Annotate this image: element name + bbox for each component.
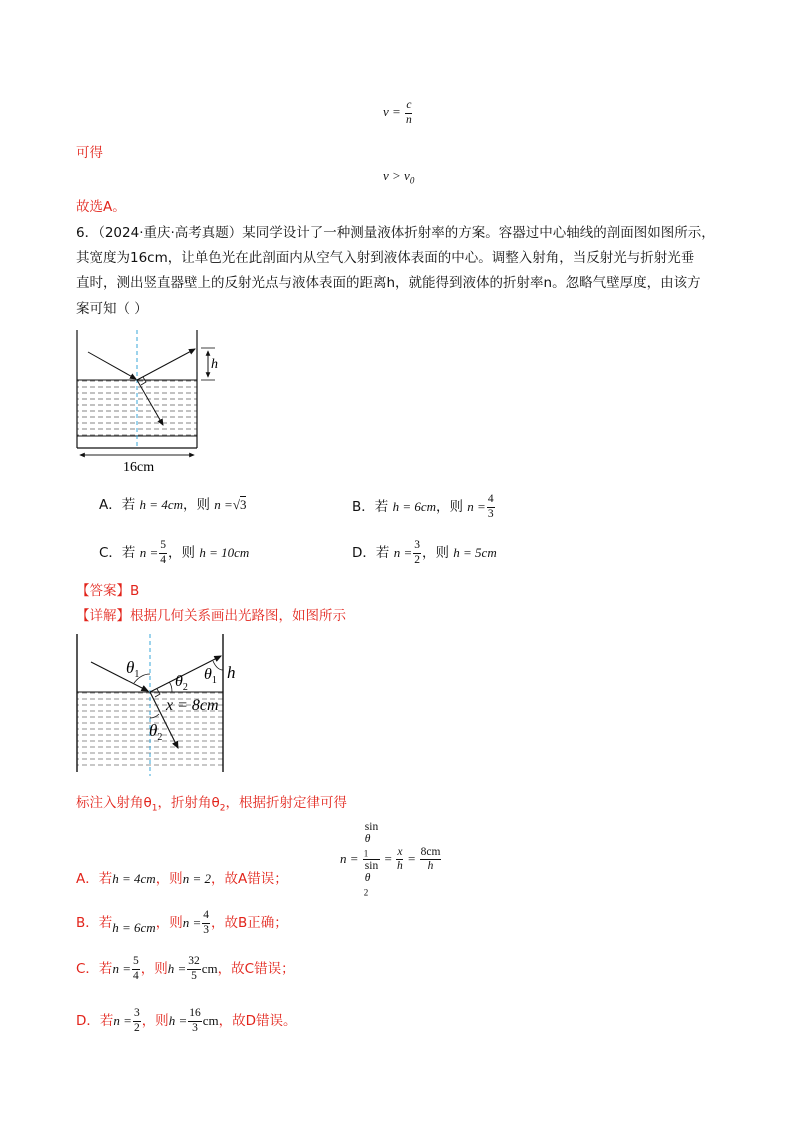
solution-a-res: n = 2 xyxy=(182,871,211,886)
x-label: x = 8cm xyxy=(166,697,219,714)
option-d-num: 3 xyxy=(413,540,421,554)
formula-lhs: v = xyxy=(383,103,401,119)
formula-v-gt-v0 xyxy=(383,168,414,186)
detail-line xyxy=(76,605,346,627)
formula-n-lhs: n = xyxy=(340,850,359,866)
formula-h: h xyxy=(397,860,403,873)
option-d-res: h = 5cm xyxy=(453,545,497,560)
solution-b-cond: h = 6cm xyxy=(112,920,156,935)
h-label: h xyxy=(227,663,236,682)
option-d-mid: ，则 xyxy=(421,545,449,561)
option-d-den: 2 xyxy=(414,553,420,566)
label-text-3: ，根据折射定律可得 xyxy=(225,795,347,811)
question-text-1: （2024·重庆·高考真题）某同学设计了一种测量液体折射率的方案。容器过中心轴线的剖面图如图所示， xyxy=(98,225,715,241)
figure-container-diagram xyxy=(66,330,236,475)
option-b-res-lhs: n = xyxy=(467,499,486,514)
incident-ray xyxy=(88,352,136,379)
question-line-2: 其宽度为16cm，让单色光在此剖面内从空气入射到液体表面的中心。调整入射角，当反射光与折射光垂 xyxy=(76,250,695,266)
solution-a-cond: h = 4cm xyxy=(112,871,156,886)
label-sub-2: 2 xyxy=(219,803,226,814)
formula-h2: h xyxy=(427,860,434,873)
answer-line xyxy=(76,580,139,602)
option-a-root: 3 xyxy=(239,497,247,512)
theta2-label-bottom: $\theta_2$ xyxy=(149,721,163,743)
formula-sub: 0 xyxy=(409,175,415,186)
solution-a: A．若h = 4cm，则n = 2，故A错误； xyxy=(76,871,288,887)
incident-ray xyxy=(91,662,148,691)
answer-value: B xyxy=(130,583,140,599)
option-c-res: h = 10cm xyxy=(199,545,250,560)
option-a-mid: ，则 xyxy=(182,497,210,513)
label-text-2: ，折射角θ xyxy=(157,795,220,811)
option-a[interactable]: A．若 h = 4cm，则 n =√3 xyxy=(99,497,247,513)
solution-c: C．若n = $\frac{5}{4}$ ，则h = $\frac{32}{5}$ cm，故C错误； xyxy=(76,955,295,982)
formula-v-c-over-n xyxy=(383,100,414,126)
option-c-prefix: C．若 xyxy=(99,545,136,561)
option-b-prefix: B．若 xyxy=(352,499,389,515)
question-number: 6． xyxy=(76,225,99,241)
theta1-label-left: $\theta_1$ xyxy=(126,658,140,680)
option-c[interactable] xyxy=(99,540,249,566)
option-b-cond: h = 6cm xyxy=(392,499,436,514)
option-d-cond-lhs: n = xyxy=(393,545,413,560)
option-a-res-lhs: n = xyxy=(214,497,233,512)
question-line-4: 案可知（ ） xyxy=(76,301,148,317)
solution-b: B．若h = 6cm，则n = $\frac{4}{3}$ ，故B正确； xyxy=(76,909,288,936)
h-label: h xyxy=(211,357,218,372)
formula-8cm: 8cm xyxy=(420,847,442,861)
theta2-arc-top xyxy=(169,682,172,692)
question-line-1 xyxy=(76,222,715,244)
detail-tag: 【详解】 xyxy=(76,608,130,624)
option-c-mid: ，则 xyxy=(168,545,196,561)
theta1-arc-right xyxy=(213,661,223,670)
choose-a-text: 故选A。 xyxy=(76,199,126,215)
reflected-ray xyxy=(137,349,195,380)
label-sub-1: 1 xyxy=(151,803,158,814)
label-line xyxy=(76,792,347,820)
option-c-den: 4 xyxy=(160,553,167,566)
option-a-cond: h = 4cm xyxy=(139,497,183,512)
option-c-num: 5 xyxy=(159,540,167,554)
option-b[interactable] xyxy=(352,494,496,520)
formula-text: v > v xyxy=(383,168,410,183)
figure-light-path-diagram xyxy=(66,630,246,780)
option-c-cond-lhs: n = xyxy=(139,545,159,560)
width-label: 16cm xyxy=(123,460,155,475)
option-d[interactable] xyxy=(352,540,497,566)
formula-refraction: n = sin θ $_1$ sin θ $_2$ = $\frac{x}{h}$ = $\frac{8cm}{h}$ xyxy=(340,821,441,898)
answer-tag: 【答案】 xyxy=(76,583,130,599)
option-b-den: 3 xyxy=(487,507,494,520)
label-text-1: 标注入射角θ xyxy=(76,795,152,811)
option-b-num: 4 xyxy=(487,494,495,508)
option-b-mid: ，则 xyxy=(436,499,463,515)
formula-x: x xyxy=(396,847,403,861)
detail-text: 根据几何关系画出光路图，如图所示 xyxy=(130,608,346,624)
kede-text: 可得 xyxy=(76,145,103,161)
question-line-3: 直时，测出竖直器壁上的反射光点与液体表面的距离h，就能得到液体的折射率n。忽略气壁厚度，由该方 xyxy=(76,275,701,291)
solution-d: D．若n = $\frac{3}{2}$ ，则h = $\frac{16}{3}$ cm，故D错误。 xyxy=(76,1007,297,1034)
formula-den: n xyxy=(406,113,412,126)
formula-num: c xyxy=(405,100,412,114)
option-a-prefix: A．若 xyxy=(99,497,136,513)
theta1-label-right: $\theta_1$ xyxy=(204,666,217,686)
theta2-label-top: $\theta_2$ xyxy=(175,673,188,693)
option-d-prefix: D．若 xyxy=(352,545,390,561)
